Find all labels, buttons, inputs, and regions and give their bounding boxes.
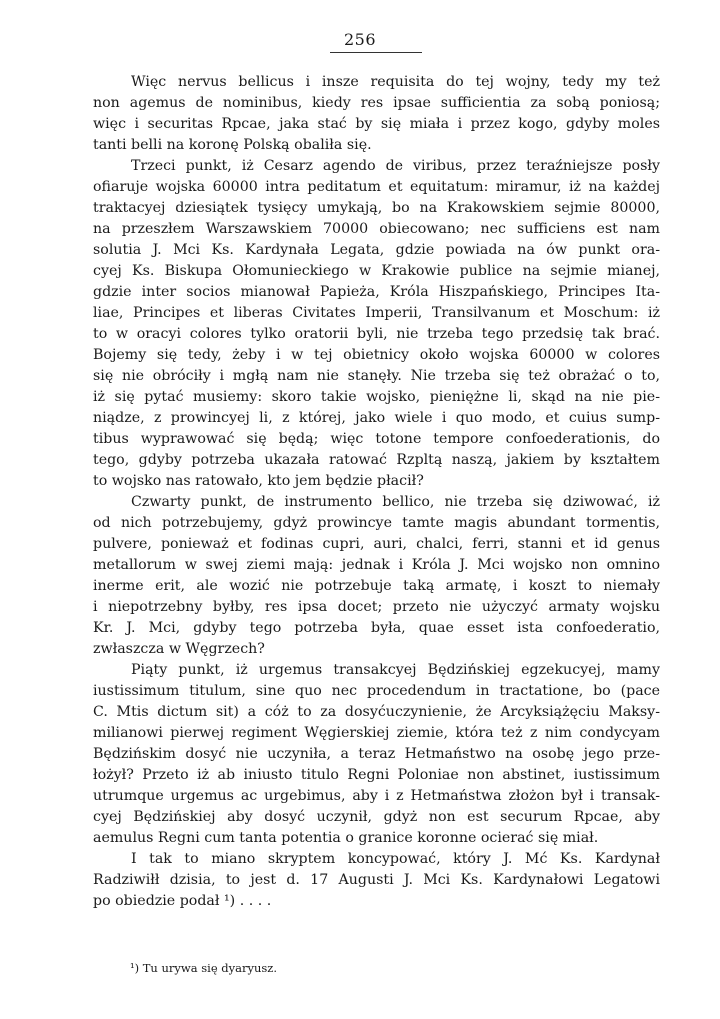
body-text: [93, 72, 660, 912]
text-line: to w oracyi colores tylko oratorii byli, nie trzeba tego przedsię tak brać.: [93, 326, 660, 342]
text-line: tibus wyprawować się będą; więc totone tempore confoederationis, do: [93, 431, 660, 447]
text-line: non agemus de nominibus, kiedy res ipsae sufficientia za sobą poniosą;: [93, 95, 660, 111]
text-line: tanti belli na koronę Polską obaliła się.: [93, 137, 372, 153]
text-line: od nich potrzebujemy, gdyż prowincye tamte magis abundant tormentis,: [93, 515, 660, 531]
text-line: po obiedzie podał ¹) . . . .: [93, 893, 272, 909]
page-number: 256: [343, 30, 377, 49]
text-line: metallorum w swej ziemi mają: jednak i Króla J. Mci wojsko non omnino: [93, 557, 660, 573]
text-line: milianowi pierwej regiment Węgierskiej ziemie, która też z nim condycyam: [93, 725, 660, 741]
text-line: tego, gdyby potrzeba ukazała ratować Rzpltą naszą, jakiem by kształtem: [93, 452, 660, 468]
text-line: Będzińskim dosyć nie uczyniła, a teraz Hetmaństwo na osobę jego prze-: [93, 746, 660, 762]
text-line: Radziwiłł dzisia, to jest d. 17 Augusti J. Mci Ks. Kardynałowi Legatowi: [93, 872, 660, 888]
text-line: Kr. J. Mci, gdyby tego potrzeba była, quae esset ista confoederatio,: [93, 620, 660, 636]
text-line: traktacyej dziesiątek tysięcy umykają, bo na Krakowskiem sejmie 80000,: [93, 200, 660, 216]
text-line: pulvere, ponieważ et fodinas cupri, auri, chalci, ferri, stanni et id genus: [93, 536, 660, 552]
text-line: się nie obróciły i mgłą nam nie stanęły. Nie trzeba się też obrażać o to,: [93, 368, 660, 384]
text-line: niądze, z prowincyej li, z której, jako wiele i quo modo, et cuius sump-: [93, 410, 660, 426]
text-line: solutia J. Mci Ks. Kardynała Legata, gdzie powiada na ów punkt ora-: [93, 242, 660, 258]
text-line: Więc nervus bellicus i insze requisita do tej wojny, tedy my też: [131, 74, 660, 90]
text-line: Bojemy się tedy, żeby i w tej obietnicy około wojska 60000 w colores: [93, 347, 660, 363]
text-line: cyej Ks. Biskupa Ołomunieckiego w Krakowie publice na sejmie mianej,: [93, 263, 660, 279]
text-line: cyej Będzińskiej aby dosyć uczynił, gdyż non est securum Rpcae, aby: [93, 809, 660, 825]
text-line: i niepotrzebny byłby, res ipsa docet; przeto nie użyczyć armaty wojsku: [93, 599, 660, 615]
text-line: liae, Principes et liberas Civitates Imperii, Transilvanum et Moschum: iż: [93, 305, 660, 321]
footnote: ¹) Tu urywa się dyaryusz.: [130, 961, 278, 975]
text-line: ofiaruje wojska 60000 intra peditatum et equitatum: miramur, iż na każdej: [93, 179, 660, 195]
text-line: więc i securitas Rpcae, jaka stać by się miała i przez kogo, gdyby moles: [93, 116, 660, 132]
text-line: iustissimum titulum, sine quo nec procedendum in tractatione, bo (pace: [93, 683, 660, 699]
text-line: I tak to miano skryptem koncypować, który J. Mć Ks. Kardynał: [131, 851, 660, 867]
text-line: łożył? Przeto iż ab iniusto titulo Regni Poloniae non abstinet, iustissimum: [93, 767, 660, 783]
text-line: aemulus Regni cum tanta potentia o granice koronne ocierać się miał.: [93, 830, 599, 846]
text-line: Trzeci punkt, iż Cesarz agendo de viribus, przez teraźniejsze posły: [131, 158, 660, 174]
page-number-rule: [330, 52, 422, 53]
text-line: inerme erit, ale wozić nie potrzebuje taką armatę, i koszt to niemały: [93, 578, 660, 594]
text-line: Piąty punkt, iż urgemus transakcyej Będzińskiej egzekucyej, mamy: [131, 662, 660, 678]
text-line: iż się pytać musiemy: skoro takie wojsko, pieniężne li, skąd na nie pie-: [93, 389, 660, 405]
text-line: Czwarty punkt, de instrumento bellico, nie trzeba się dziwować, iż: [131, 494, 660, 510]
text-line: zwłaszcza w Węgrzech?: [93, 641, 265, 657]
text-line: C. Mtis dictum sit) a cóż to za dosyćuczynienie, że Arcyksiążęciu Maksy-: [93, 704, 660, 720]
text-line: gdzie inter socios mianował Papieża, Króla Hiszpańskiego, Principes Ita-: [93, 284, 660, 300]
text-line: to wojsko nas ratowało, kto jem będzie płacił?: [93, 473, 424, 489]
text-line: na przeszłem Warszawskiem 70000 obiecowano; nec sufficiens est nam: [93, 221, 660, 237]
text-line: utrumque urgemus ac urgebimus, aby i z Hetmaństwa złożon był i transak-: [93, 788, 660, 804]
